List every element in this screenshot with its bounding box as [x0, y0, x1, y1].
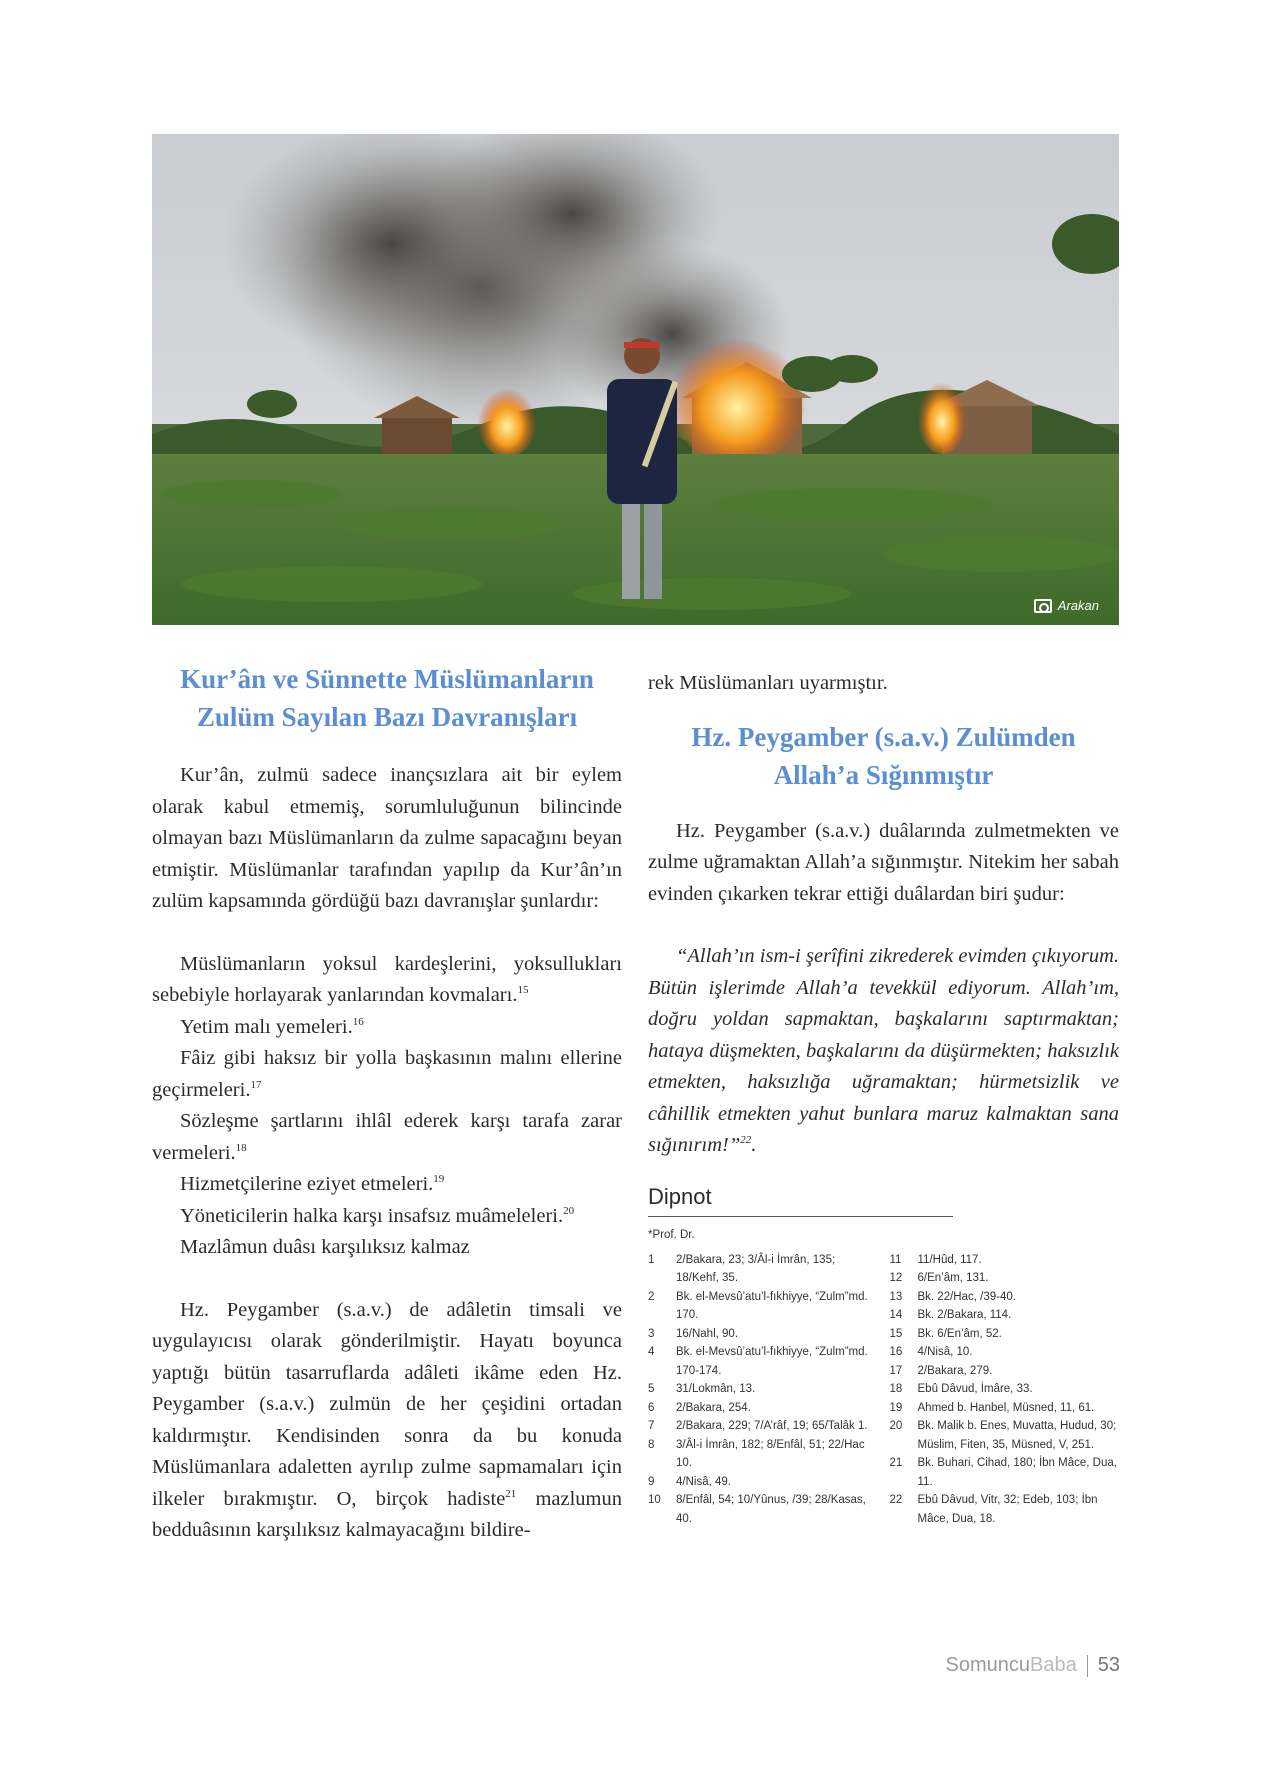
footnote-item — [890, 1454, 1120, 1491]
behavior-list — [152, 949, 622, 1264]
footnote-item — [648, 1491, 878, 1528]
footnote-text: 11/Hûd, 117. — [917, 1253, 982, 1266]
footnote-item — [648, 1343, 878, 1380]
page-number: 53 — [1097, 1654, 1120, 1676]
footnote-number: 13 — [889, 1290, 903, 1303]
footnote-number: 17 — [889, 1364, 903, 1377]
intro-paragraph: Kur’ân, zulmü sadece inançsızlara ait bir eylem olarak kabul etmemiş, sorumluluğunun bilincinde olmayan bazı Müslümanların da zulme sapacağını beyan etmiştir. Müslümanlar tarafından yapılıp da Kur’ân’ın zulüm kapsamında gördüğü bazı davranışlar şunlardır: — [152, 764, 622, 912]
body-paragraph: Hz. Peygamber (s.a.v.) duâlarında zulmetmekten ve zulme uğramaktan Allah’a sığınmıştır. Nitekim her sabah evinden çıkarken tekrar ettiği duâlardan biri şudur: — [648, 819, 1119, 905]
footnote-number: 9 — [648, 1475, 655, 1488]
list-item: Mazlâmun duâsı karşılıksız kalmaz — [180, 1236, 470, 1258]
footnote-item — [890, 1491, 1120, 1528]
footnote-text: 2/Bakara, 279. — [917, 1364, 993, 1377]
footnotes — [648, 1184, 1119, 1529]
footnote-text: Ahmed b. Hanbel, Müsned, 11, 61. — [917, 1401, 1095, 1414]
left-column — [152, 660, 622, 1547]
footnote-text: Bk. 2/Bakara, 114. — [917, 1309, 1012, 1321]
list-item: Müslümanların yoksul kardeşlerini, yoksullukları sebebiyle horlayarak yanlarından kovmaları.$^{15}$ — [152, 952, 622, 1006]
burning-village-illustration — [152, 134, 1119, 625]
footnote-text: Ebû Dâvud, Vitr, 32; Edeb, 103; İbn Mâce, Dua, 18. — [917, 1494, 1098, 1525]
footnote-item — [890, 1288, 1120, 1307]
magazine-brand: SomuncuBaba — [945, 1654, 1077, 1676]
page-footer — [946, 1654, 1120, 1677]
list-item: Yöneticilerin halka karşı insafsız muâmeleleri.$^{20}$ — [180, 1204, 575, 1227]
footnote-text: 16/Nahl, 90. — [676, 1327, 739, 1340]
section-heading-2: Hz. Peygamber (s.a.v.) Zulümden Allah’a Sığınmıştır — [691, 721, 1076, 790]
footnote-text: 4/Nisâ, 49. — [676, 1475, 731, 1488]
footnote-number: 4 — [648, 1346, 655, 1358]
footnote-number: 18 — [889, 1383, 903, 1395]
footnote-number: 14 — [889, 1309, 903, 1321]
article-photo — [152, 134, 1119, 625]
footnote-number: 22 — [889, 1494, 903, 1506]
footnote-text: 4/Nisâ, 10. — [917, 1346, 973, 1358]
right-column — [648, 660, 1119, 1528]
footnote-item — [648, 1325, 878, 1344]
footnote-number: 19 — [889, 1401, 903, 1414]
footnote-number: 8 — [648, 1438, 655, 1451]
footnote-text: 2/Bakara, 23; 3/Âl-i İmrân, 135; 18/Kehf, 35. — [676, 1253, 836, 1284]
section-heading-1: Kur’ân ve Sünnette Müslümanların Zulüm Sayılan Bazı Davranışları — [180, 664, 594, 732]
list-item: Fâiz gibi haksız bir yolla başkasının malını ellerine geçirmeleri.$^{17}$ — [152, 1047, 622, 1101]
footnote-text: Bk. Buhari, Cihad, 180; İbn Mâce, Dua, 11. — [917, 1457, 1117, 1488]
camera-icon — [1034, 599, 1052, 613]
footnote-item — [890, 1380, 1120, 1399]
footnote-text: 2/Bakara, 229; 7/A’râf, 19; 65/Talâk 1. — [676, 1420, 868, 1432]
footnote-number: 2 — [648, 1290, 655, 1303]
footnote-text: 31/Lokmân, 13. — [676, 1383, 756, 1395]
footnote-number: 7 — [648, 1420, 655, 1432]
footnote-column-2 — [890, 1251, 1120, 1529]
footnote-number: 11 — [889, 1253, 902, 1266]
list-item: Hizmetçilerine eziyet etmeleri.$^{19}$ — [180, 1173, 445, 1195]
footnote-text: 3/Âl-i İmrân, 182; 8/Enfâl, 51; 22/Hac 10. — [676, 1438, 865, 1469]
footnote-text: Bk. el-Mevsû’atu’l-fıkhiyye, “Zulm”md. 170-174. — [676, 1346, 868, 1377]
footnote-text: Bk. Malik b. Enes, Muvatta, Hudud, 30; Müslim, Fiten, 35, Müsned, V, 251. — [917, 1420, 1117, 1451]
footnote-item — [648, 1288, 878, 1325]
photo-caption: Arakan — [1034, 598, 1099, 613]
footnote-text: 2/Bakara, 254. — [676, 1401, 751, 1414]
footnote-text: Bk. el-Mevsû’atu’l-fıkhiyye, “Zulm”md. 170. — [676, 1290, 868, 1321]
continued-text: rek Müslümanları uyarmıştır. — [648, 672, 888, 694]
footnote-number: 12 — [889, 1272, 903, 1284]
footnote-item — [890, 1362, 1120, 1381]
footnote-item — [648, 1436, 878, 1473]
footnote-item — [648, 1473, 878, 1492]
footnote-item — [890, 1251, 1120, 1270]
footnote-number: 6 — [648, 1401, 655, 1414]
footnote-number: 16 — [889, 1346, 903, 1358]
footnote-item — [648, 1380, 878, 1399]
footnote-text: 8/Enfâl, 54; 10/Yûnus, /39; 28/Kasas, 40. — [676, 1494, 866, 1525]
footnote-number: 3 — [648, 1327, 655, 1340]
footnote-number: 1 — [648, 1253, 655, 1266]
footnote-item — [648, 1251, 878, 1288]
footnote-item — [890, 1325, 1120, 1344]
hadith-quote: “Allah’ın ism-i şerîfini zikrederek evimden çıkıyorum. Bütün işlerimde Allah’a tevekkül ediyorum. Allah’ım, doğru yoldan sapmaktan, başkalarını saptırmaktan; hataya düşmekten, başkalarını da düşürmekten; haksızlık etmekten, haksızlığa uğramaktan; hürmetsizlik ve câhillik etmekten yahut bunlara maruz kalmaktan sana sığınırım!”$^{22}$. — [648, 945, 1119, 1156]
footnote-text: Bk. 22/Hac, /39-40. — [917, 1290, 1016, 1303]
footnote-number: 20 — [889, 1420, 903, 1432]
footnote-number: 5 — [648, 1383, 655, 1395]
footnote-item — [890, 1343, 1120, 1362]
footnote-item — [890, 1417, 1120, 1454]
list-item: Yetim malı yemeleri.$^{16}$ — [180, 1015, 364, 1038]
footnote-item — [890, 1399, 1120, 1418]
footnote-number: 15 — [889, 1327, 903, 1340]
footnote-column-1 — [648, 1251, 878, 1529]
footnote-text: 6/En’âm, 131. — [917, 1272, 989, 1284]
footnote-number: 10 — [648, 1494, 661, 1506]
footnote-text: Bk. 6/En’âm, 52. — [917, 1327, 1002, 1340]
footnote-item — [890, 1306, 1120, 1325]
footnote-item — [648, 1417, 878, 1436]
list-item: Sözleşme şartlarını ihlâl ederek karşı tarafa zarar vermeleri.$^{18}$ — [152, 1110, 622, 1164]
footnote-item — [890, 1269, 1120, 1288]
footnote-text: Ebû Dâvud, İmâre, 33. — [917, 1383, 1033, 1395]
footnote-item — [648, 1399, 878, 1418]
author-note: *Prof. Dr. — [648, 1228, 695, 1241]
body-paragraph: Hz. Peygamber (s.a.v.) de adâletin timsali ve uygulayıcısı olarak gönderilmiştir. Hayatı boyunca yaptığı bütün tasarruflarda adâleti ikâme eden Hz. Peygamber (s.a.v.) zulmün de her çeşidini ortadan kaldırmıştır. Kendisinden sonra da bu konuda Müslümanlara adaletten ayrılıp zulme sapmamaları için ilkeler bırakmıştır. O, birçok hadiste$^{21}$ mazlumun bedduâsının karşılıksız kalmayacağını bildire- — [152, 1298, 622, 1541]
footnotes-title: Dipnot — [648, 1184, 953, 1217]
footnote-number: 21 — [889, 1457, 903, 1469]
footer-divider — [1087, 1655, 1088, 1677]
